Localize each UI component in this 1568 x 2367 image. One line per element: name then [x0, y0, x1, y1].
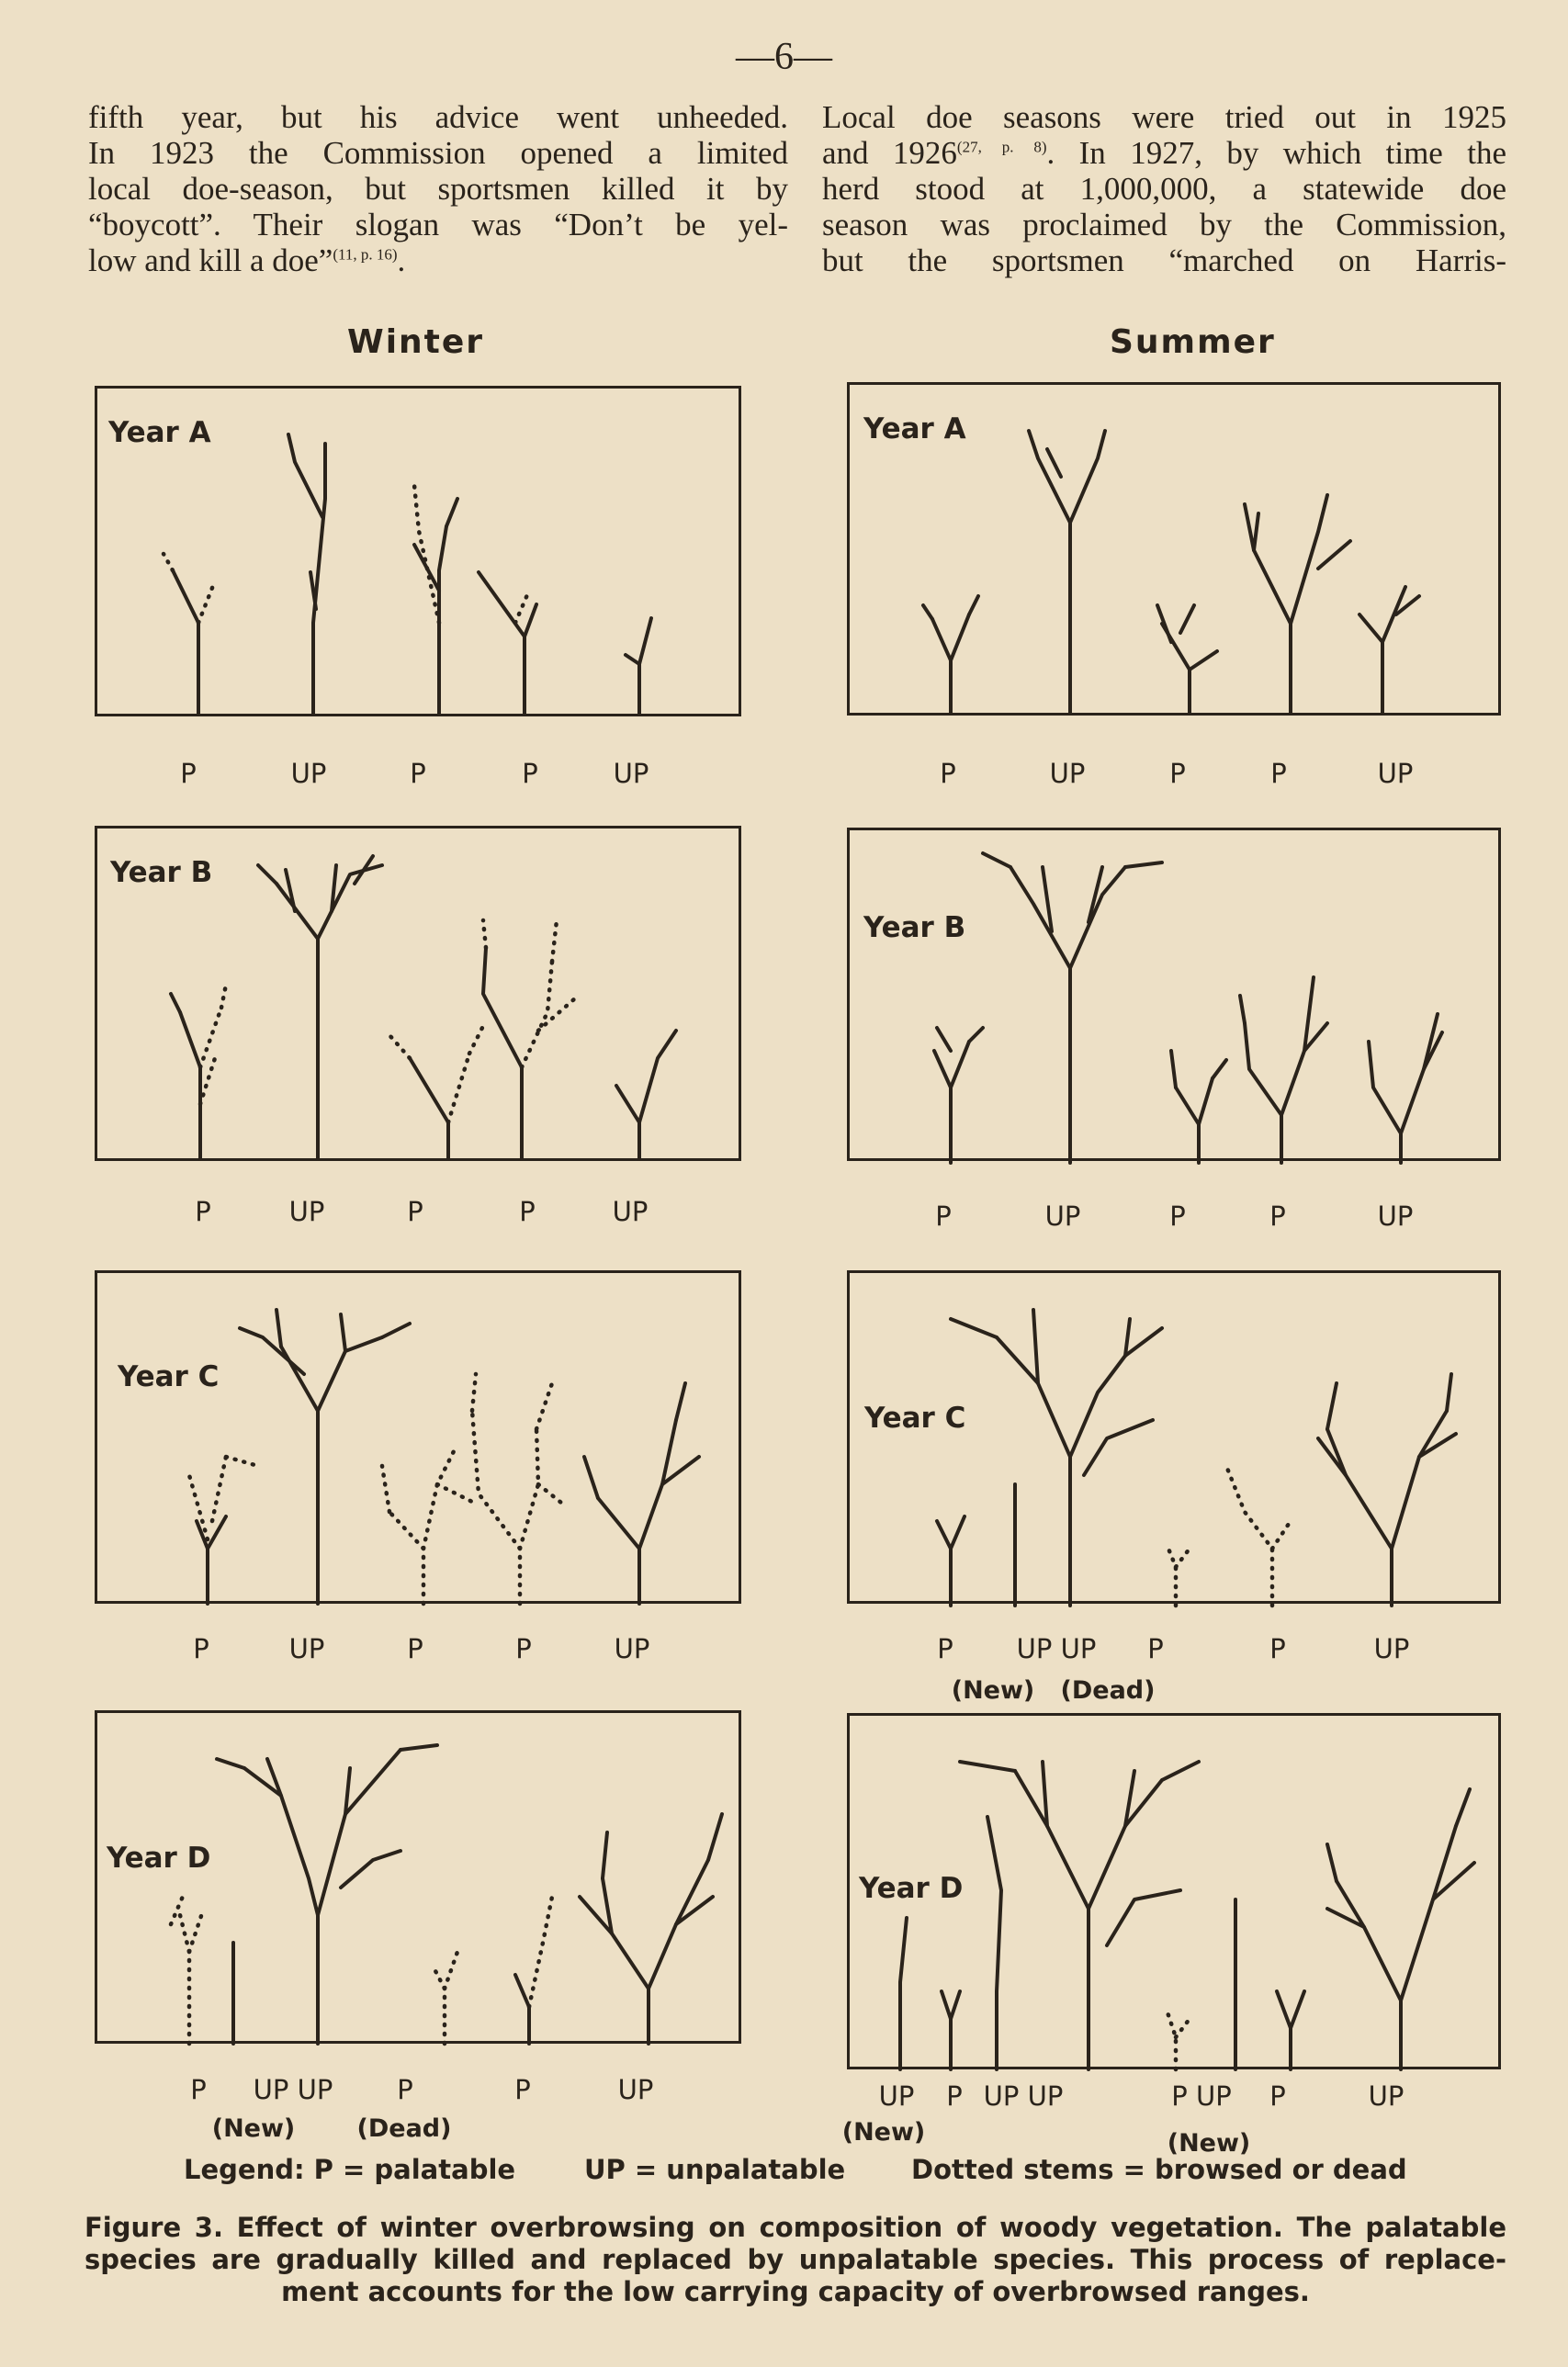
browsed-stem [522, 962, 552, 1067]
browsed-stem [180, 1915, 189, 2044]
stem [603, 1878, 649, 2044]
stem [1107, 1890, 1180, 1945]
species-sublabel: (Dead) [1060, 1676, 1156, 1705]
text-fragment: and 1926 [822, 135, 957, 171]
panel-year-label: Year B [863, 911, 966, 944]
stem [1327, 1844, 1337, 1881]
stem [932, 619, 951, 713]
text-line: “boycott”. Their slogan was “Don’t be yel- [88, 207, 788, 242]
stem [1047, 449, 1061, 477]
browsed-stem [382, 1466, 389, 1512]
browsed-stem [520, 1429, 538, 1549]
stem [197, 1521, 208, 1604]
stem [951, 1991, 960, 2019]
browsed-stem [389, 1035, 410, 1058]
stem [258, 865, 276, 884]
browsed-stem [423, 1448, 456, 1549]
species-label: P [1147, 1633, 1164, 1664]
stem [1291, 1991, 1304, 2028]
stem [639, 618, 651, 664]
stem [603, 1832, 607, 1878]
stem [276, 884, 318, 1159]
stem [1245, 1023, 1281, 1163]
species-sublabel: (Dead) [356, 2114, 452, 2143]
stem [1213, 1060, 1226, 1078]
stem [1359, 614, 1382, 713]
species-label: P [180, 758, 197, 789]
browsed-stem [164, 554, 173, 570]
stem [1070, 1328, 1162, 1457]
stem [1382, 587, 1405, 642]
stem [1162, 1762, 1199, 1780]
species-sublabel: (New) [1167, 2129, 1251, 2158]
browsed-stem [448, 1054, 469, 1122]
species-label: P [519, 1196, 536, 1227]
text-line: In 1923 the Commission opened a limited [88, 135, 788, 171]
stem [1084, 1420, 1153, 1475]
panel-year-label: Year D [859, 1872, 964, 1905]
text-fragment: . [397, 242, 406, 278]
stem [584, 1457, 598, 1498]
species-label: P [1269, 2080, 1286, 2112]
panel-year-label: Year B [110, 856, 213, 889]
stem [1029, 431, 1070, 713]
legend-unpalatable: UP = unpalatable [584, 2154, 846, 2185]
browsed-stem [552, 920, 557, 962]
stem [626, 655, 639, 715]
stem [1327, 1383, 1337, 1429]
species-label: UP [1044, 1200, 1081, 1232]
figure-panel [95, 386, 741, 716]
species-label: P [946, 2080, 963, 2112]
stem [446, 499, 457, 526]
species-label: P [1269, 1633, 1286, 1664]
stem [616, 1086, 639, 1159]
species-label: P [407, 1196, 423, 1227]
stem [276, 1310, 281, 1347]
stem [934, 1051, 951, 1163]
species-label: UP [1373, 1633, 1410, 1664]
stem [1180, 605, 1194, 633]
stem [1089, 1780, 1162, 1909]
species-label: UP [288, 1633, 325, 1664]
figure-panel [95, 826, 741, 1161]
stem [951, 1319, 997, 1337]
stem [951, 614, 969, 660]
tree-drawing [850, 830, 1504, 1164]
stem [1010, 867, 1070, 1163]
stem [1401, 1032, 1442, 1133]
browsed-stem [472, 1411, 520, 1604]
stem [1291, 495, 1327, 624]
stem [1424, 1014, 1438, 1069]
stem [313, 444, 325, 715]
stem [1157, 605, 1171, 642]
stem [598, 1498, 639, 1604]
stem [1369, 1042, 1401, 1163]
species-sublabel: (New) [841, 2118, 926, 2147]
stem [483, 948, 522, 1159]
panel-year-label: Year D [107, 1842, 211, 1875]
browsed-stem [515, 591, 529, 623]
species-sublabel: (New) [951, 1676, 1035, 1705]
species-label: UP UP [1016, 1633, 1097, 1664]
stem [1447, 1374, 1451, 1411]
figure-panel [847, 828, 1501, 1161]
stem [281, 1347, 318, 1604]
right-text-column [822, 99, 1506, 278]
stem [1033, 1310, 1038, 1383]
browsed-stem [445, 1952, 457, 1989]
stem [515, 1975, 529, 2044]
species-label: P [1270, 758, 1287, 789]
text-fragment: low and kill a doe” [88, 242, 333, 278]
text-line: herd stood at 1,000,000, a statewide doe [822, 171, 1506, 207]
species-label: UP [1368, 2080, 1404, 2112]
stem [1277, 1991, 1291, 2069]
stem [951, 1516, 964, 1549]
stem [1392, 1411, 1447, 1549]
species-label: P [195, 1196, 211, 1227]
panel-year-label: Year A [108, 416, 211, 449]
species-label: UP [288, 1196, 325, 1227]
stem [217, 1759, 244, 1768]
species-label: UP [617, 2074, 654, 2105]
caption-line: ment accounts for the low carrying capacity of overbrowsed ranges. [281, 2276, 1310, 2307]
stem [676, 1383, 685, 1420]
species-label: P [190, 2074, 207, 2105]
species-label: P [522, 758, 538, 789]
species-label: P [937, 1633, 953, 1664]
species-label: UP UP [253, 2074, 333, 2105]
summer-heading: Summer [1110, 323, 1276, 361]
species-label: P [1169, 758, 1186, 789]
species-label: P [397, 2074, 413, 2105]
browsed-stem [437, 1484, 474, 1503]
species-label: P [1269, 1200, 1286, 1232]
browsed-stem [221, 985, 226, 1008]
browsed-stem [538, 998, 575, 1031]
left-text-column [88, 99, 788, 278]
species-label: P UP [1171, 2080, 1232, 2112]
stem [1171, 1051, 1176, 1088]
text-line: season was proclaimed by the Commission, [822, 207, 1506, 242]
browsed-stem [1226, 1466, 1272, 1606]
stem [1190, 651, 1217, 670]
browsed-stem [1272, 1521, 1291, 1549]
species-label: UP [614, 1633, 650, 1664]
text-fragment: . In 1927, by which time the [1046, 135, 1506, 171]
text-line: but the sportsmen “marched on Harris- [822, 242, 1506, 278]
stem [318, 865, 382, 939]
browsed-stem [200, 1008, 221, 1067]
browsed-stem [1167, 1544, 1176, 1606]
stem [288, 434, 322, 517]
browsed-stem [538, 1484, 561, 1503]
page-number: —6— [736, 36, 832, 78]
stem [341, 1851, 400, 1888]
stem [639, 1420, 676, 1549]
species-label: UP [613, 758, 649, 789]
panel-year-label: Year C [118, 1360, 220, 1393]
browsed-stem [226, 1457, 258, 1466]
stem [1456, 1789, 1470, 1826]
tree-drawing [97, 1273, 744, 1606]
browsed-stem [389, 1512, 423, 1604]
stem [382, 1324, 410, 1337]
species-label: P [410, 758, 426, 789]
stem [987, 1817, 1001, 2069]
browsed-stem [1176, 2019, 1190, 2037]
stem [180, 1012, 200, 1159]
stem [171, 994, 180, 1012]
species-label: P [515, 1633, 532, 1664]
text-line: fifth year, but his advice went unheeded. [88, 99, 788, 135]
stem [951, 1042, 969, 1088]
browsed-stem [200, 1058, 215, 1104]
stem [1176, 1088, 1199, 1163]
browsed-stem [1167, 2010, 1176, 2069]
stem [1401, 1826, 1456, 2001]
text-line [822, 135, 1506, 171]
species-label: P [935, 1200, 952, 1232]
stem [1162, 624, 1190, 713]
citation: (27, p. 8) [956, 138, 1047, 156]
stem [341, 1314, 345, 1351]
figure-panel [847, 1270, 1501, 1604]
text-line [88, 242, 788, 278]
stem [1070, 431, 1105, 523]
stem [1318, 541, 1350, 569]
panel-year-label: Year C [864, 1402, 966, 1435]
stem [997, 1337, 1070, 1606]
stem [960, 1762, 1015, 1771]
figure-caption [85, 2212, 1506, 2308]
species-label: UP [290, 758, 327, 789]
stem [969, 1028, 983, 1042]
figure-panel [847, 1713, 1501, 2069]
stem [900, 1918, 907, 2069]
browsed-stem [433, 1966, 445, 2044]
text-line: local doe-season, but sportsmen killed it by [88, 171, 788, 207]
species-label: UP [612, 1196, 649, 1227]
species-label: UP [878, 2080, 915, 2112]
species-label: UP [1377, 1200, 1414, 1232]
citation: (11, p. 16) [333, 245, 398, 264]
stem [1199, 1078, 1213, 1124]
browsed-stem [472, 1374, 476, 1411]
stem [410, 1058, 448, 1159]
species-label: UP [1049, 758, 1086, 789]
species-label: P [514, 2074, 531, 2105]
stem [937, 1028, 951, 1051]
browsed-stem [212, 1457, 226, 1521]
browsed-stem [529, 1897, 552, 2007]
stem [937, 1521, 951, 1606]
winter-heading: Winter [347, 323, 485, 361]
stem [1337, 1881, 1401, 2069]
browsed-stem [469, 1026, 483, 1054]
stem [983, 853, 1010, 867]
browsed-stem [483, 920, 486, 948]
stem [1245, 504, 1291, 713]
stem [708, 1814, 722, 1860]
browsed-stem [536, 1383, 552, 1429]
text-line: Local doe seasons were tried out in 1925 [822, 99, 1506, 135]
stem [400, 1745, 437, 1750]
browsed-stem [1176, 1549, 1190, 1567]
caption-line: Figure 3. Effect of winter overbrowsing on composition of woody vegetation. The palatable [85, 2212, 1506, 2243]
caption-line: species are gradually killed and replaced by unpalatable species. This process of replace- [85, 2244, 1506, 2275]
species-label: P [193, 1633, 209, 1664]
stem [1125, 862, 1162, 867]
figure-panel [847, 382, 1501, 716]
species-label: P [407, 1633, 423, 1664]
panel-year-label: Year A [863, 412, 966, 445]
legend-dotted: Dotted stems = browsed or dead [911, 2154, 1407, 2185]
stem [318, 1750, 400, 1915]
stem [173, 570, 198, 715]
stem [1015, 1771, 1089, 2069]
species-label: UP UP [983, 2080, 1064, 2112]
stem [240, 1328, 304, 1374]
figure-panel [95, 1710, 741, 2044]
stem [942, 1991, 951, 2069]
species-sublabel: (New) [211, 2114, 296, 2143]
species-label: P [940, 758, 956, 789]
stem [1240, 996, 1245, 1023]
stem [969, 596, 978, 614]
legend-palatable: Legend: P = palatable [184, 2154, 516, 2185]
stem [923, 605, 932, 619]
stem [318, 1337, 382, 1411]
species-label: UP [1377, 758, 1414, 789]
tree-drawing [97, 1713, 744, 2046]
stem [1125, 1319, 1130, 1356]
browsed-stem [198, 583, 214, 623]
tree-drawing [850, 1273, 1504, 1606]
stem [244, 1768, 318, 2044]
species-label: P [1169, 1200, 1186, 1232]
browsed-stem [171, 1892, 185, 1924]
stem [414, 545, 439, 591]
stem [1254, 513, 1258, 550]
figure-panel [95, 1270, 741, 1604]
stem [525, 604, 536, 637]
stem [479, 572, 525, 715]
stem [1327, 1429, 1392, 1606]
stem [639, 1031, 676, 1122]
browsed-stem [189, 1911, 203, 1952]
